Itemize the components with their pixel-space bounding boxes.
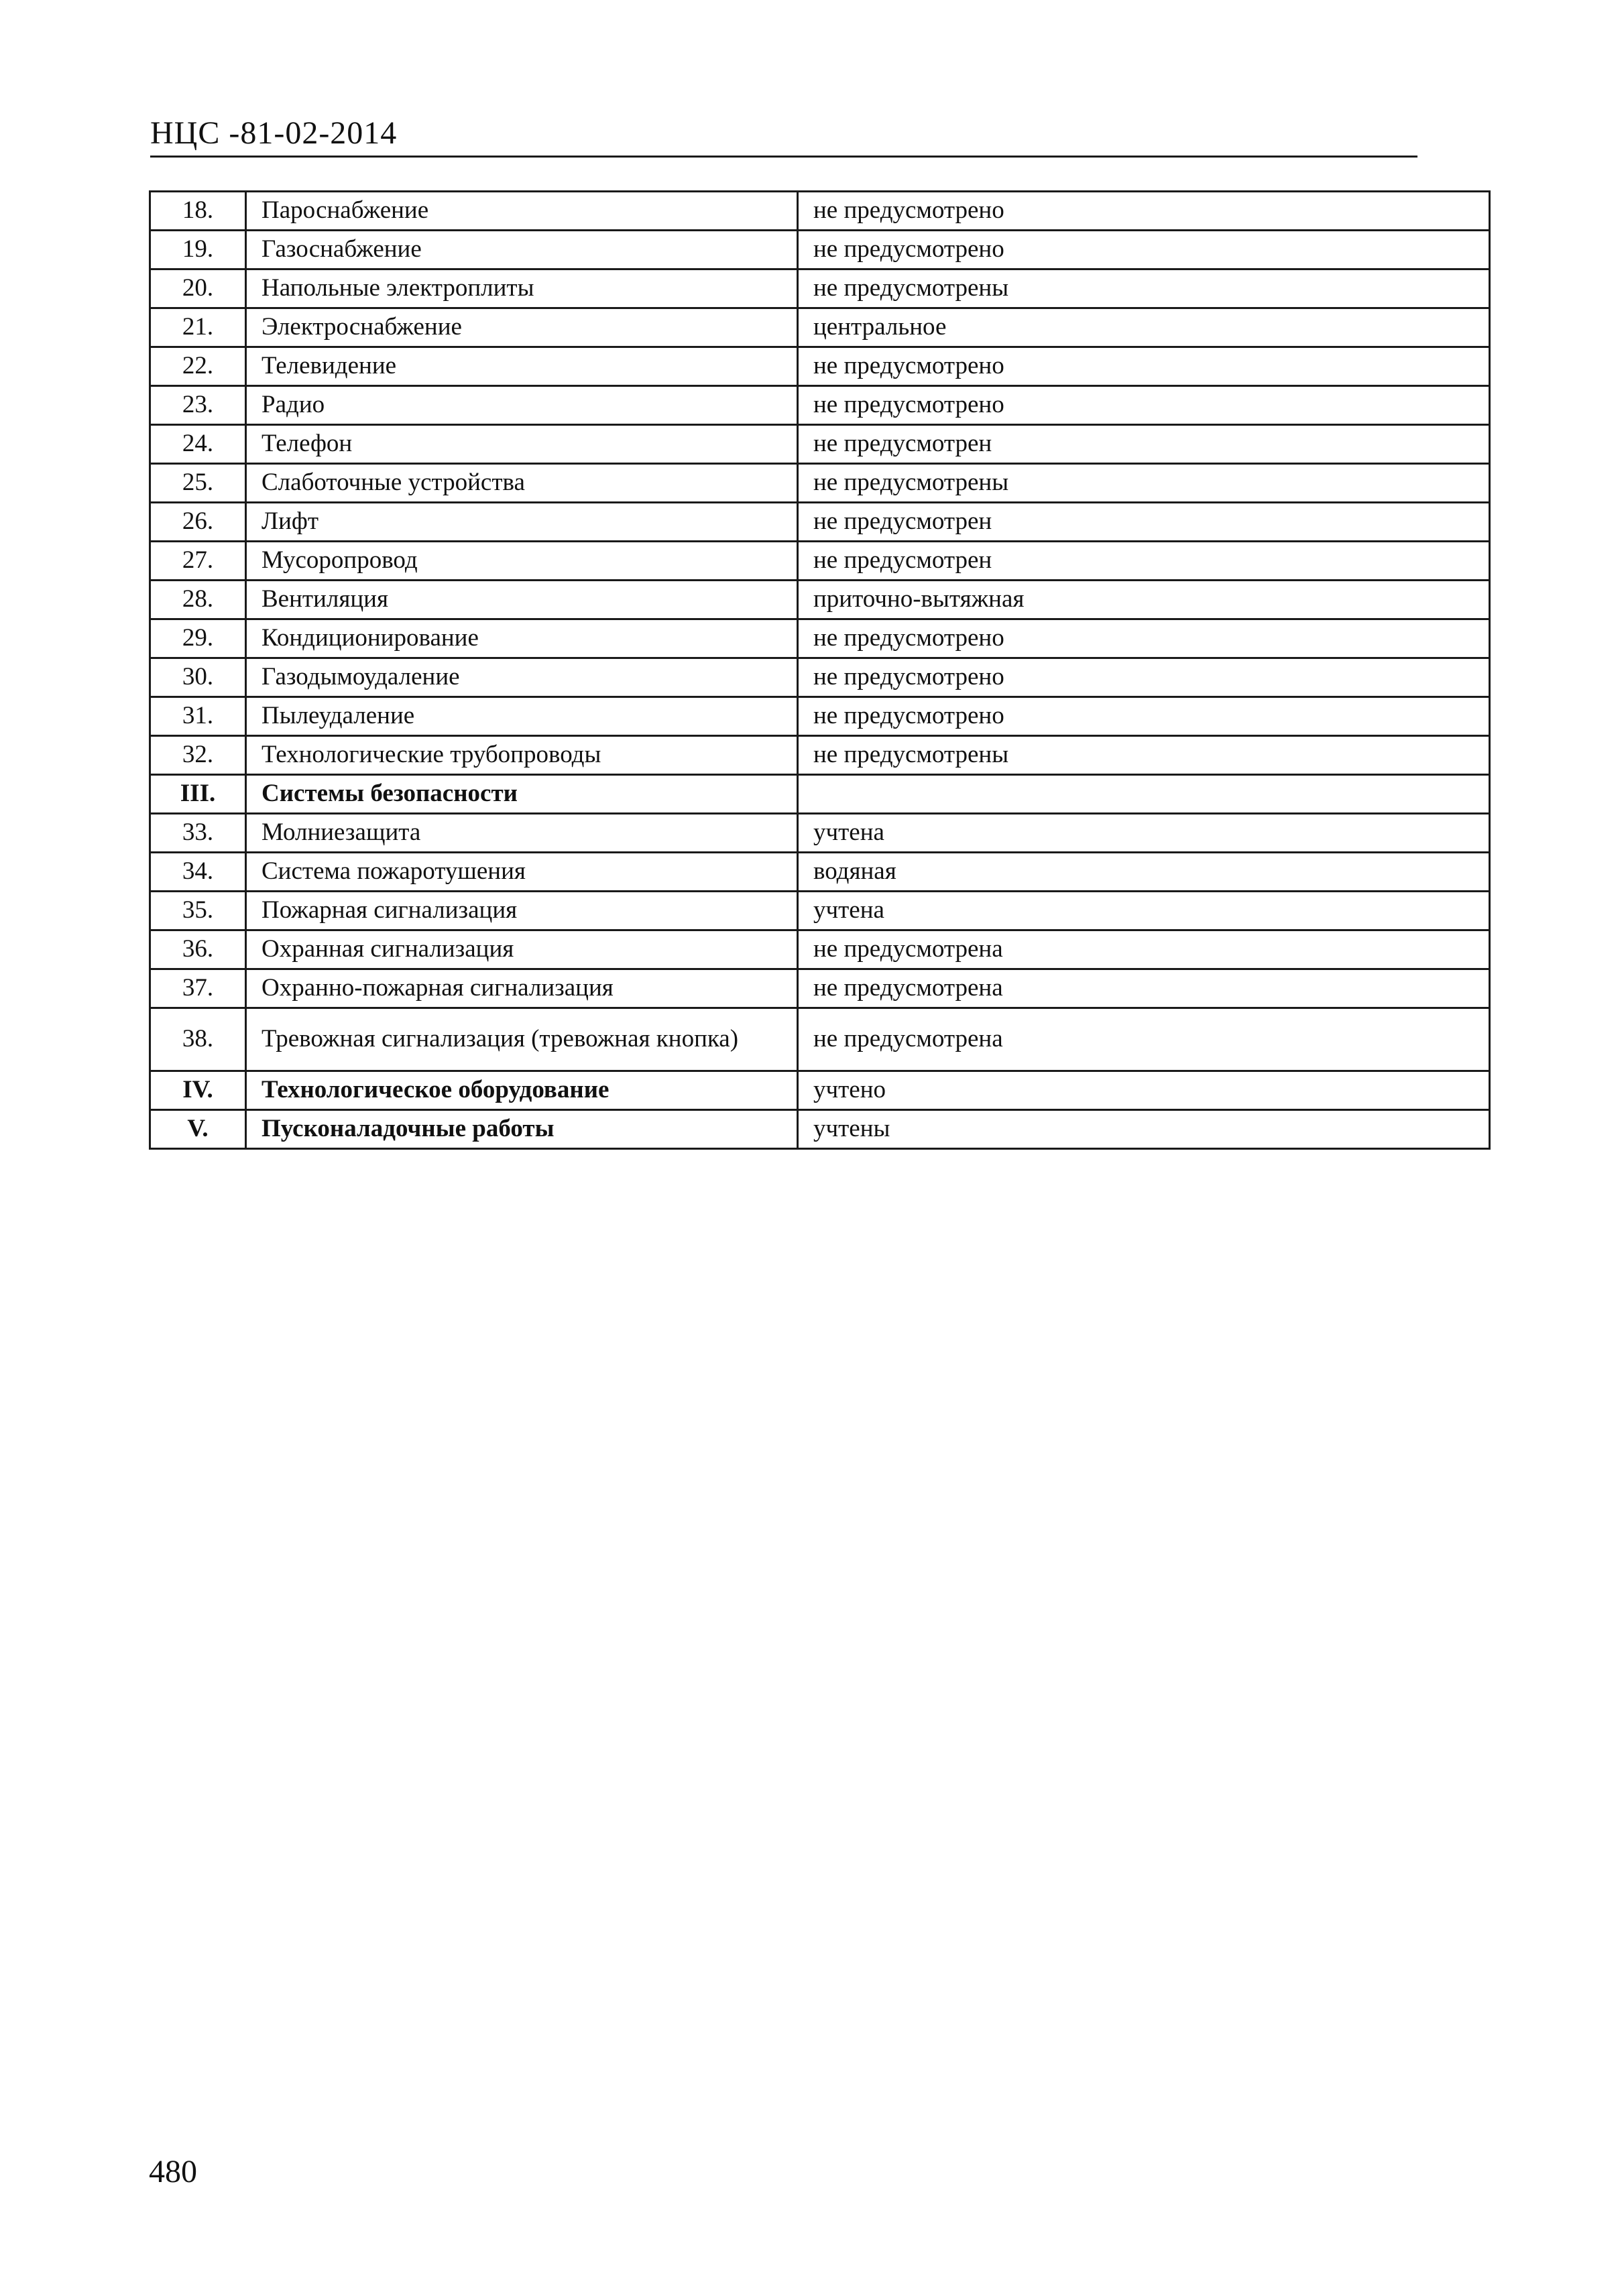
item-name-cell: Слаботочные устройства xyxy=(246,464,798,503)
item-name-cell: Охранная сигнализация xyxy=(246,930,798,969)
item-name-cell: Телевидение xyxy=(246,347,798,386)
row-number-cell: 26. xyxy=(150,503,246,542)
item-value-cell: учтено xyxy=(798,1071,1490,1110)
row-number-cell: 18. xyxy=(150,192,246,231)
row-number-cell: 21. xyxy=(150,308,246,347)
row-number-cell: V. xyxy=(150,1110,246,1149)
item-value-cell: водяная xyxy=(798,853,1490,892)
item-value-cell: не предусмотрено xyxy=(798,619,1490,658)
table-row xyxy=(150,969,1490,1008)
specification-table-body xyxy=(150,192,1490,1149)
item-name-cell: Телефон xyxy=(246,425,798,464)
row-number-cell: 38. xyxy=(150,1008,246,1071)
row-number-cell: 31. xyxy=(150,697,246,736)
table-row xyxy=(150,503,1490,542)
item-name-cell: Лифт xyxy=(246,503,798,542)
item-name-cell: Кондиционирование xyxy=(246,619,798,658)
row-number-cell: 28. xyxy=(150,581,246,619)
item-name-cell: Технологическое оборудование xyxy=(246,1071,798,1110)
table-row xyxy=(150,892,1490,930)
item-name-cell: Радио xyxy=(246,386,798,425)
table-row xyxy=(150,814,1490,853)
row-number-cell: 23. xyxy=(150,386,246,425)
item-name-cell: Мусоропровод xyxy=(246,542,798,581)
section-row xyxy=(150,1071,1490,1110)
table-row xyxy=(150,697,1490,736)
item-value-cell: учтена xyxy=(798,814,1490,853)
table-row xyxy=(150,347,1490,386)
row-number-cell: 22. xyxy=(150,347,246,386)
row-number-cell: 25. xyxy=(150,464,246,503)
row-number-cell: 24. xyxy=(150,425,246,464)
item-value-cell: не предусмотрена xyxy=(798,930,1490,969)
item-name-cell: Пусконаладочные работы xyxy=(246,1110,798,1149)
item-value-cell: не предусмотрено xyxy=(798,697,1490,736)
row-number-cell: 35. xyxy=(150,892,246,930)
table-row xyxy=(150,386,1490,425)
item-name-cell: Технологические трубопроводы xyxy=(246,736,798,775)
item-value-cell: не предусмотрено xyxy=(798,386,1490,425)
item-value-cell: не предусмотрен xyxy=(798,542,1490,581)
table-row xyxy=(150,464,1490,503)
table-row xyxy=(150,542,1490,581)
item-value-cell: учтена xyxy=(798,892,1490,930)
item-value-cell: не предусмотрено xyxy=(798,192,1490,231)
item-value-cell: не предусмотрен xyxy=(798,503,1490,542)
item-name-cell: Системы безопасности xyxy=(246,775,798,814)
item-name-cell: Вентиляция xyxy=(246,581,798,619)
item-name-cell: Система пожаротушения xyxy=(246,853,798,892)
item-value-cell: не предусмотрены xyxy=(798,464,1490,503)
item-value-cell: не предусмотрены xyxy=(798,269,1490,308)
item-name-cell: Газоснабжение xyxy=(246,231,798,269)
item-name-cell: Тревожная сигнализация (тревожная кнопка) xyxy=(246,1008,798,1071)
table-row xyxy=(150,581,1490,619)
item-name-cell: Пароснабжение xyxy=(246,192,798,231)
page-header xyxy=(150,107,1417,158)
table-row xyxy=(150,269,1490,308)
document-code: НЦС -81-02-2014 xyxy=(150,115,398,151)
row-number-cell: 30. xyxy=(150,658,246,697)
table-row xyxy=(150,1008,1490,1071)
item-value-cell xyxy=(798,775,1490,814)
table-row xyxy=(150,619,1490,658)
row-number-cell: 33. xyxy=(150,814,246,853)
item-name-cell: Газодымоудаление xyxy=(246,658,798,697)
section-row xyxy=(150,775,1490,814)
item-value-cell: учтены xyxy=(798,1110,1490,1149)
section-row xyxy=(150,1110,1490,1149)
item-name-cell: Электроснабжение xyxy=(246,308,798,347)
item-name-cell: Молниезащита xyxy=(246,814,798,853)
table-row xyxy=(150,658,1490,697)
item-value-cell: не предусмотрена xyxy=(798,1008,1490,1071)
page-number: 480 xyxy=(149,2154,197,2189)
table-row xyxy=(150,192,1490,231)
item-value-cell: не предусмотрено xyxy=(798,347,1490,386)
item-value-cell: не предусмотрена xyxy=(798,969,1490,1008)
item-value-cell: приточно-вытяжная xyxy=(798,581,1490,619)
item-name-cell: Напольные электроплиты xyxy=(246,269,798,308)
row-number-cell: 19. xyxy=(150,231,246,269)
table-row xyxy=(150,930,1490,969)
item-value-cell: не предусмотрены xyxy=(798,736,1490,775)
table-row xyxy=(150,853,1490,892)
item-value-cell: не предусмотрено xyxy=(798,658,1490,697)
row-number-cell: 20. xyxy=(150,269,246,308)
item-value-cell: центральное xyxy=(798,308,1490,347)
row-number-cell: III. xyxy=(150,775,246,814)
row-number-cell: 32. xyxy=(150,736,246,775)
row-number-cell: 34. xyxy=(150,853,246,892)
row-number-cell: 36. xyxy=(150,930,246,969)
row-number-cell: 29. xyxy=(150,619,246,658)
item-name-cell: Пылеудаление xyxy=(246,697,798,736)
table-row xyxy=(150,308,1490,347)
row-number-cell: 37. xyxy=(150,969,246,1008)
item-name-cell: Охранно-пожарная сигнализация xyxy=(246,969,798,1008)
table-row xyxy=(150,736,1490,775)
table-row xyxy=(150,425,1490,464)
item-name-cell: Пожарная сигнализация xyxy=(246,892,798,930)
item-value-cell: не предусмотрено xyxy=(798,231,1490,269)
row-number-cell: IV. xyxy=(150,1071,246,1110)
item-value-cell: не предусмотрен xyxy=(798,425,1490,464)
specification-table xyxy=(149,190,1491,1150)
row-number-cell: 27. xyxy=(150,542,246,581)
table-row xyxy=(150,231,1490,269)
